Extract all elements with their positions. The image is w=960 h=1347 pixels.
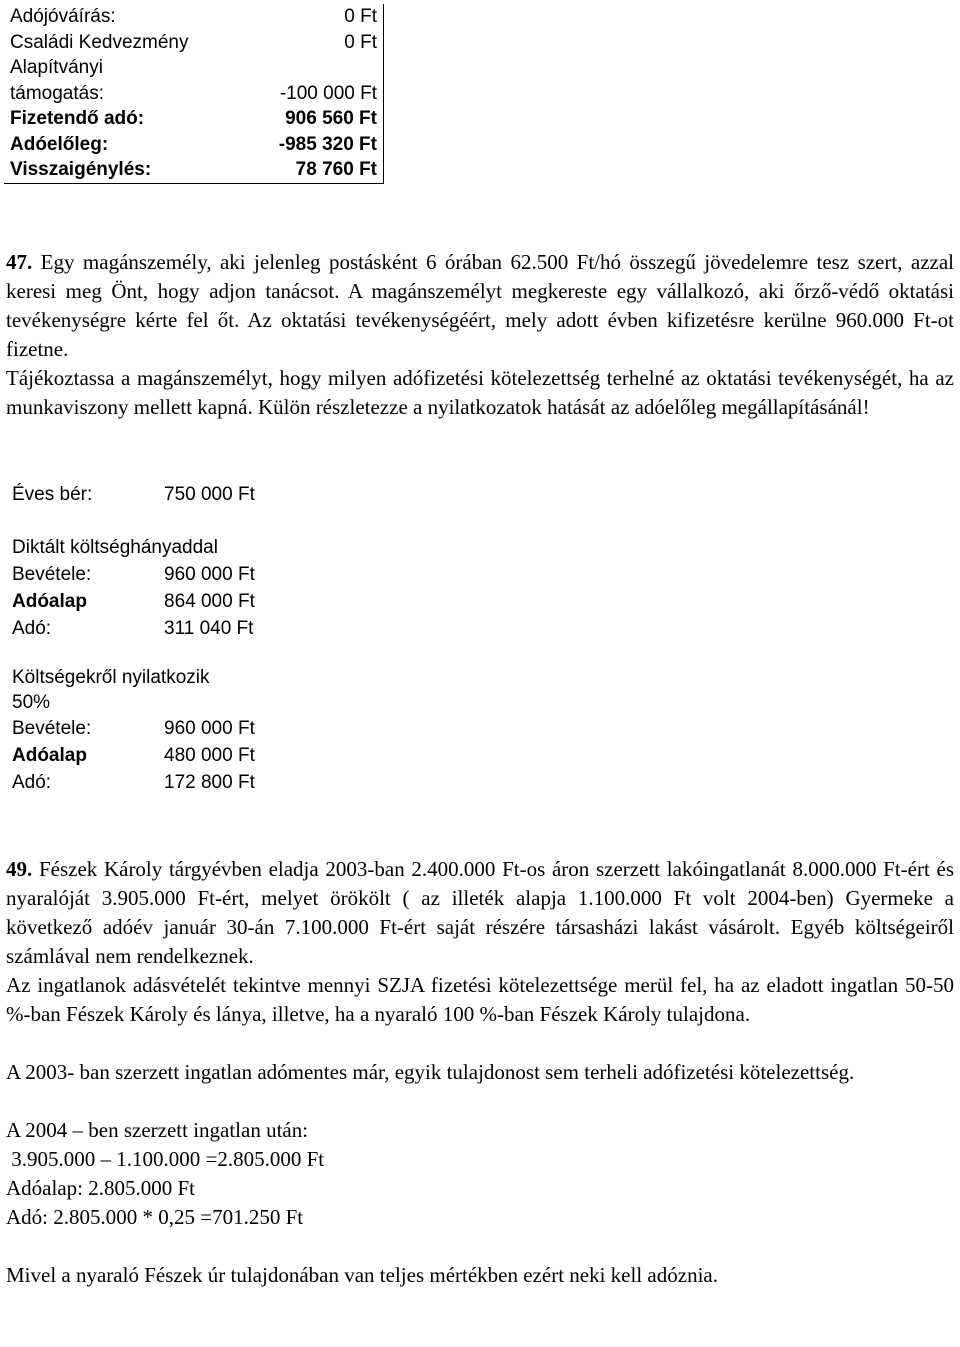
question-47 (6, 248, 954, 422)
question-number: 49. (6, 857, 33, 881)
question-49 (6, 855, 954, 1290)
question-number: 47. (6, 250, 33, 274)
kv-value: 960 000 Ft (164, 564, 255, 585)
declared-subheading: 50% (12, 692, 51, 713)
question-text: Egy magánszemély, aki jelenleg postásként 6 órában 62.500 Ft/hó összegű jövedelemre tesz szert, azzal keresi meg Önt, hogy adjon tanácsot. A magánszemélyt megkereste egy vállalkozó, aki őrző-védő oktatási tevékenységre kérte fel őt. Az oktatási tevékenységéért, mely adott évben kifizetésre kerülne 960.000 Ft-ot fizetne. (6, 250, 954, 361)
summary-row (4, 157, 384, 183)
answer-exempt: A 2003- ban szerzett ingatlan adómentes már, egyik tulajdonost sem terheli adófizetési kötelezettség. (6, 1060, 855, 1084)
kv-value: 172 800 Ft (164, 772, 255, 793)
kv-label: Adóalap (12, 745, 87, 766)
annual-wage-value: 750 000 Ft (164, 484, 255, 505)
summary-label: támogatás: (10, 82, 104, 104)
summary-value: 0 Ft (244, 4, 384, 30)
kv-label: Adó: (12, 618, 52, 639)
summary-value: 78 760 Ft (244, 157, 384, 183)
calc-line-1: 3.905.000 – 1.100.000 =2.805.000 Ft (6, 1147, 325, 1171)
kv-label: Bevétele: (12, 564, 92, 585)
summary-value: -100 000 Ft (244, 81, 384, 107)
summary-value: 906 560 Ft (244, 106, 384, 132)
calc-line-2: Adóalap: 2.805.000 Ft (6, 1176, 195, 1200)
summary-row (4, 132, 384, 158)
annual-wage-label: Éves bér: (12, 484, 93, 505)
kv-label: Adó: (12, 772, 52, 793)
kv-value: 480 000 Ft (164, 745, 255, 766)
question-task: Az ingatlanok adásvételét tekintve mennyi SZJA fizetési kötelezettsége merül fel, ha az eladott ingatlan 50-50 %-ban Fészek Károly és lánya, illetve, ha a nyaraló 100 %-ban Fészek Károly tulajdona. (6, 973, 954, 1026)
kv-value: 960 000 Ft (164, 718, 255, 739)
summary-label: Adójóváírás: (10, 6, 116, 27)
summary-label: Visszaigénylés: (4, 157, 244, 183)
calc-line-3: Adó: 2.805.000 * 0,25 =701.250 Ft (6, 1205, 304, 1229)
summary-label: Alapítványi (10, 57, 103, 78)
question-task: Tájékoztassa a magánszemélyt, hogy milyen adófizetési kötelezettség terhelné az oktatási tevékenységét, ha az munkaviszony mellett kapná. Külön részletezze a nyilatkozatok hatását az adóelőleg megállapításánál! (6, 366, 954, 419)
summary-value: -985 320 Ft (244, 132, 384, 158)
summary-value: 0 Ft (244, 30, 384, 56)
summary-label: Fizetendő adó: (10, 108, 145, 129)
summary-row (4, 106, 384, 132)
declared-heading: Költségekről nyilatkozik (12, 667, 210, 688)
kv-label: Adóalap (12, 591, 87, 612)
summary-row (4, 30, 384, 56)
kv-label: Bevétele: (12, 718, 92, 739)
summary-row (4, 81, 384, 107)
question-text: Fészek Károly tárgyévben eladja 2003-ban 2.400.000 Ft-os áron szerzett lakóingatlanát 8.000.000 Ft-ért és nyaralóját 3.905.000 Ft-ért, melyet örökölt ( az illeték alapja 1.100.000 Ft volt 2004-ben) Gyermeke a következő adóév január 30-án 7.100.000 Ft-ért saját részére társasházi lakást vásárolt. Egyéb költségeiről számlával nem rendelkeznek. (6, 857, 954, 968)
conclusion: Mivel a nyaraló Fészek úr tulajdonában van teljes mértékben ezért neki kell adóznia. (6, 1263, 718, 1287)
summary-label: Családi Kedvezmény (10, 31, 189, 53)
kv-value: 864 000 Ft (164, 591, 255, 612)
summary-row (4, 4, 384, 30)
dictated-heading: Diktált költséghányaddal (12, 537, 218, 558)
summary-row (4, 55, 384, 81)
summary-label: Adóelőleg: (10, 133, 109, 155)
summary-table (4, 4, 384, 184)
calc-heading: A 2004 – ben szerzett ingatlan után: (6, 1118, 309, 1142)
kv-value: 311 040 Ft (164, 618, 254, 639)
summary-value (244, 55, 384, 81)
